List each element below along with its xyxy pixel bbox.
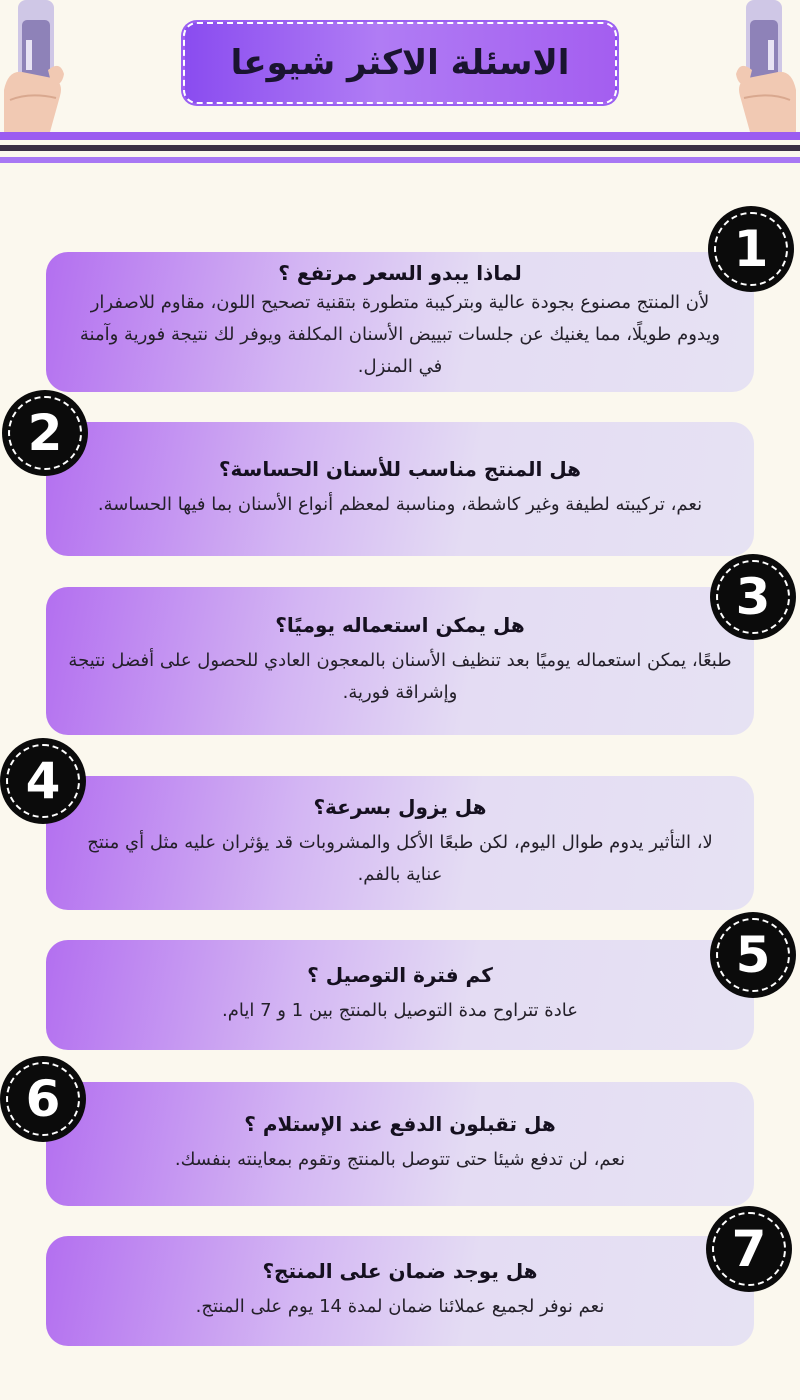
faq-card-3 [46,587,754,735]
faq-card-2 [46,422,754,556]
page-title: الاسئلة الاكثر شيوعا [230,43,570,83]
faq-number-badge [0,738,86,824]
faq-question: هل يمكن استعماله يوميًا؟ [275,613,525,637]
faq-card-1 [46,252,754,392]
divider-line [0,145,800,151]
faq-card-4 [46,776,754,910]
page-title-banner [183,22,617,104]
faq-number-badge [706,1206,792,1292]
faq-card-6 [46,1082,754,1206]
faq-card-7 [46,1236,754,1346]
badge-number: 3 [735,568,771,626]
faq-question: هل يزول بسرعة؟ [313,795,487,819]
hand-holding-product-image [0,0,82,132]
divider-line [0,132,800,140]
faq-number-badge [0,1056,86,1142]
faq-answer: نعم نوفر لجميع عملائنا ضمان لمدة 14 يوم على المنتج. [195,1296,605,1317]
badge-number: 2 [27,404,63,462]
faq-question: هل تقبلون الدفع عند الإستلام ؟ [244,1112,556,1136]
hand-holding-product-image [718,0,800,132]
faq-number-badge [710,912,796,998]
faq-number-badge [708,206,794,292]
faq-answer: عادة تتراوح مدة التوصيل بالمنتج بين 1 و 7 ايام. [222,1000,578,1021]
faq-answer: طبعًا، يمكن استعماله يوميًا بعد تنظيف الأسنان بالمعجون العادي للحصول على أفضل نتيجة وإشراقة فورية. [68,650,732,703]
faq-question: هل المنتج مناسب للأسنان الحساسة؟ [218,457,582,481]
divider-line [0,157,800,163]
badge-number: 1 [733,220,769,278]
badge-number: 4 [25,752,61,810]
faq-question: لماذا يبدو السعر مرتفع ؟ [278,261,522,285]
faq-answer: لأن المنتج مصنوع بجودة عالية وبتركيبة متطورة بتقنية تصحيح اللون، مقاوم للاصفرار ويدوم طويلًا، مما يغنيك عن جلسات تبييض الأسنان المكلفة ويوفر لك نتيجة فورية وآمنة في المنزل. [79,292,721,377]
badge-number: 7 [731,1220,767,1278]
faq-answer: نعم، تركيبته لطيفة وغير كاشطة، ومناسبة لمعظم أنواع الأسنان بما فيها الحساسة. [97,494,703,515]
faq-question: كم فترة التوصيل ؟ [307,963,493,987]
badge-number: 6 [25,1070,61,1128]
faq-answer: نعم، لن تدفع شيئا حتى تتوصل بالمنتج وتقوم بمعاينته بنفسك. [174,1149,626,1170]
faq-question: هل يوجد ضمان على المنتج؟ [262,1259,538,1283]
faq-number-badge [710,554,796,640]
faq-number-badge [2,390,88,476]
badge-number: 5 [735,926,771,984]
faq-card-5 [46,940,754,1050]
faq-answer: لا، التأثير يدوم طوال اليوم، لكن طبعًا الأكل والمشروبات قد يؤثران عليه مثل أي منتج عناية بالفم. [87,832,713,885]
